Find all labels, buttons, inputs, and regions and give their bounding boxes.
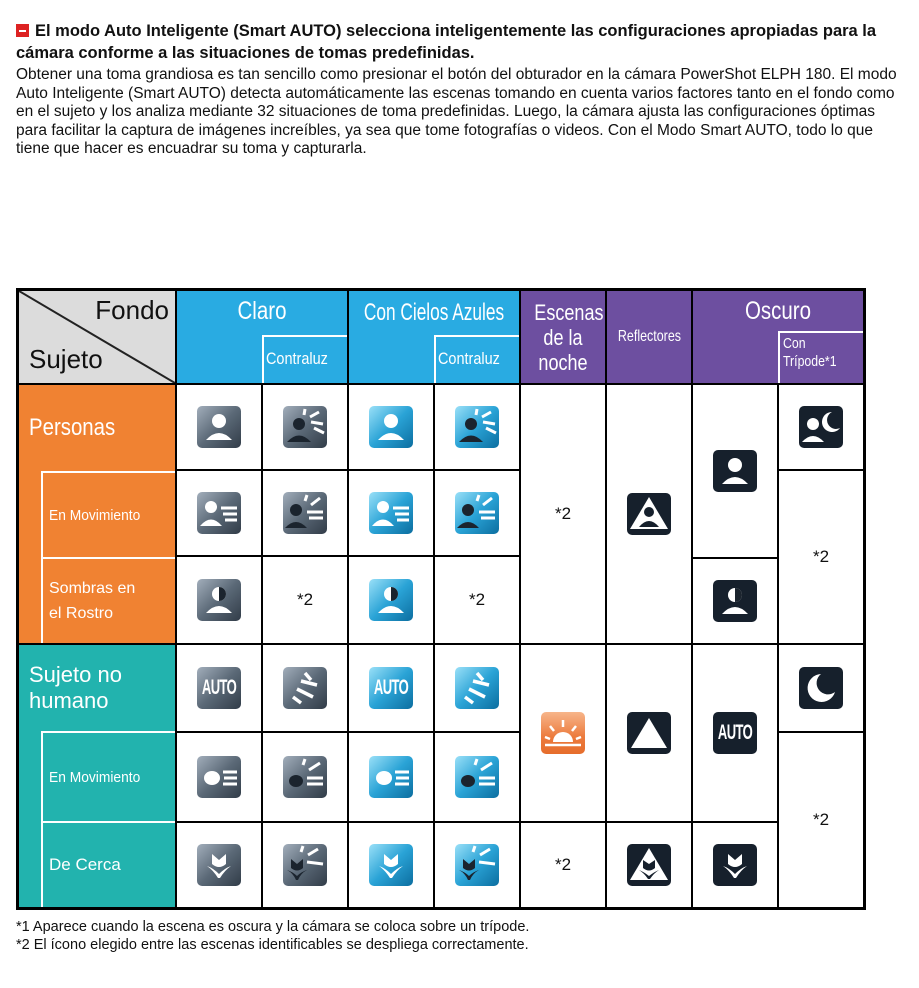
scene-table [16,288,866,910]
scene-cell [607,823,691,907]
row-nohumano-indent [19,731,41,907]
scene-cell [263,385,347,469]
backlight-closeup-icon [455,844,499,886]
spotlight-closeup-icon [627,844,671,886]
header-oscuro: Oscuro Con Trípode*1 [693,291,863,383]
backlight-icon [455,667,499,709]
footnote-ref: *2 [812,810,830,829]
auto-label: AUTO [717,721,753,744]
heading-text: El modo Auto Inteligente (Smart AUTO) selecciona inteligentemente las configuraciones apropiadas para la cámara conforme a las situaciones de tomas predefinidas. [16,22,877,62]
row-personas: Personas [19,385,175,471]
scene-cell [435,645,519,731]
corner-sujeto: Sujeto [29,344,103,374]
footnote-ref-cell [779,471,863,643]
auto-icon [197,667,241,709]
scene-cell [435,385,519,469]
person-icon [369,406,413,448]
closeup-icon [197,844,241,886]
row-nohumano-movimiento: En Movimiento [41,731,175,821]
moving-person-icon [197,492,241,534]
scene-cell [177,557,261,643]
auto-label: AUTO [201,676,237,699]
face-shadow-icon [197,579,241,621]
header-reflectores: Reflectores [607,291,691,383]
scene-cell [521,645,605,821]
face-shadow-icon [713,580,757,622]
night-icon [799,667,843,709]
backlight-closeup-icon [283,844,327,886]
footnote-ref: *2 [296,590,314,609]
scene-cell [349,823,433,907]
header-cielos-contraluz: Contraluz [438,349,500,368]
footnote-ref-cell [779,733,863,907]
person-icon [197,406,241,448]
face-shadow-icon [369,579,413,621]
scene-cell [263,733,347,821]
scene-cell [349,645,433,731]
red-square-icon [16,24,29,37]
row-personas-indent [19,471,41,643]
footnote-ref: *2 [554,855,572,874]
footnote-ref: *2 [812,547,830,566]
footnote-ref-cell [263,557,347,643]
backlight-moving-object-icon [455,756,499,798]
backlight-moving-object-icon [283,756,327,798]
scene-cell [177,471,261,555]
moving-object-icon [369,756,413,798]
scene-cell [607,645,691,821]
scene-cell [779,645,863,731]
row-cerca: De Cerca [41,821,175,907]
night-person-icon [799,406,843,448]
scene-cell [177,645,261,731]
scene-cell [779,385,863,469]
backlight-person-icon [283,406,327,448]
auto-icon [713,712,757,754]
header-noche: Escenas de la noche [521,291,605,383]
scene-cell [435,733,519,821]
row-personas-movimiento: En Movimiento [41,471,175,557]
sunset-icon [541,712,585,754]
moving-object-icon [197,756,241,798]
corner-cell [19,291,175,383]
scene-cell [693,823,777,907]
spotlight-person-icon [627,493,671,535]
header-cielos: Con Cielos Azules Contraluz [349,291,519,383]
auto-icon [369,667,413,709]
closeup-icon [713,844,757,886]
corner-fondo: Fondo [95,295,169,325]
footnote-1: *1 Aparece cuando la escena es oscura y la cámara se coloca sobre un trípode. [16,919,530,935]
scene-cell [177,733,261,821]
scene-cell [263,645,347,731]
backlight-moving-person-icon [283,492,327,534]
scene-cell [349,733,433,821]
intro-paragraph: Obtener una toma grandiosa es tan sencillo como presionar el botón del obturador en la cámara PowerShot ELPH 180. El modo Auto Inteligente (Smart AUTO) detecta automáticamente las escenas tomando en cuenta varios factores tanto en el fondo como en el sujeto y los analiza mediante 32 situaciones de toma predefinidas. Luego, la cámara ajusta las configuraciones óptimas para facilitar la captura de imágenes increíbles, ya sea que tome fotografías o videos. Con el Modo Smart AUTO, todo lo que tiene que hacer es encuadrar su toma y capturarla. [16,66,897,157]
scene-cell [435,471,519,555]
intro-section [16,20,906,159]
backlight-person-icon [455,406,499,448]
footnote-ref-cell [521,823,605,907]
footnotes [16,918,529,954]
scene-cell [693,559,777,643]
scene-cell [177,823,261,907]
backlight-icon [283,667,327,709]
header-claro-contraluz: Contraluz [266,349,328,368]
scene-cell [349,385,433,469]
footnote-ref-cell [521,385,605,643]
heading [16,20,906,64]
person-icon [713,450,757,492]
scene-cell [435,823,519,907]
row-nohumano: Sujeto no humano [19,645,175,731]
footnote-ref-cell [435,557,519,643]
footnote-2: *2 El ícono elegido entre las escenas identificables se despliega correctamente. [16,937,529,953]
row-sombras: Sombras en el Rostro [41,557,175,643]
scene-cell [349,471,433,555]
auto-label: AUTO [373,676,409,699]
scene-cell [263,823,347,907]
scene-cell [177,385,261,469]
backlight-moving-person-icon [455,492,499,534]
scene-cell [349,557,433,643]
footnote-ref: *2 [468,590,486,609]
closeup-icon [369,844,413,886]
scene-cell [693,385,777,557]
header-claro: Claro Contraluz [177,291,347,383]
scene-cell [693,645,777,821]
moving-person-icon [369,492,413,534]
footnote-ref: *2 [554,504,572,523]
header-tripode: Con Trípode*1 [783,335,837,370]
scene-cell [263,471,347,555]
scene-cell [607,385,691,643]
spotlight-object-icon [627,712,671,754]
